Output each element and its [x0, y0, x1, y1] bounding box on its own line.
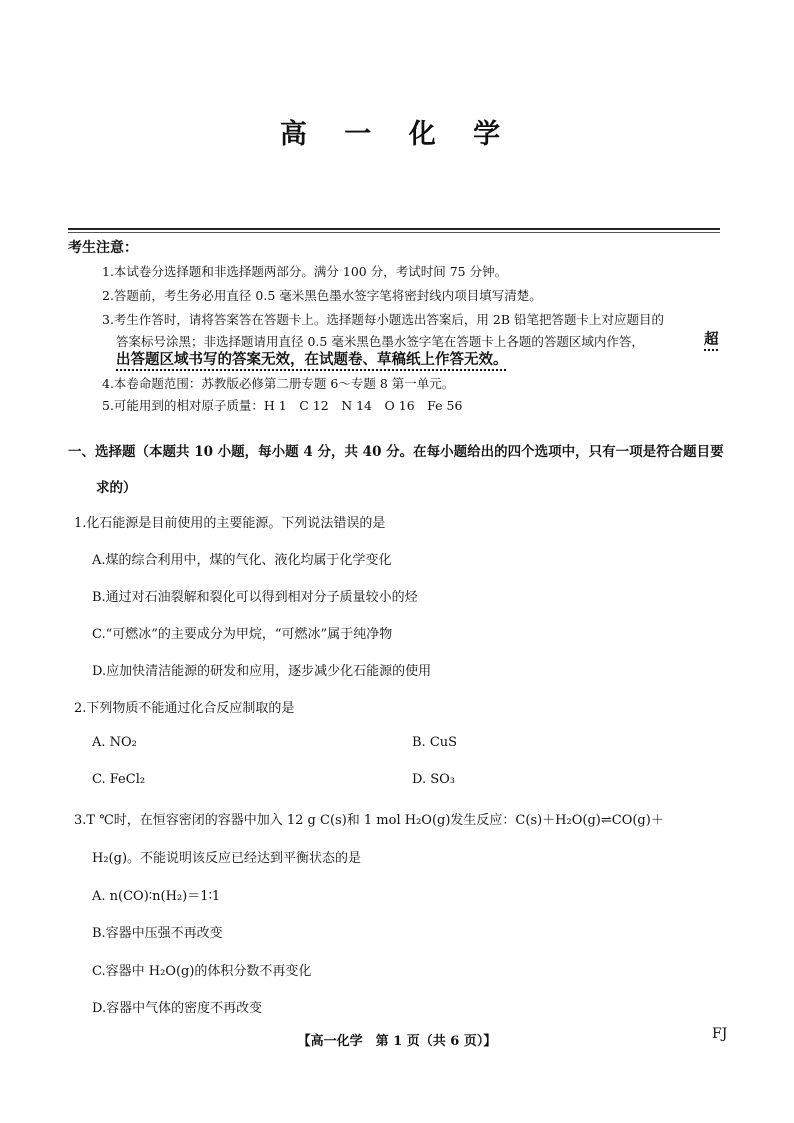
notice-emphasis: 超: [704, 331, 719, 348]
notice-item: 1.本试卷分选择题和非选择题两部分。满分 100 分，考试时间 75 分钟。: [102, 264, 508, 279]
notice-item: 3.考生作答时，请将答案答在答题卡上。选择题每小题选出答案后，用 2B 铅笔把答题卡上对应题目的: [102, 312, 665, 327]
question-1-option-b: B.通过对石油裂解和裂化可以得到相对分子质量较小的烃: [92, 590, 418, 605]
notice-item: 5.可能用到的相对原子质量：H 1 C 12 N 14 O 16 Fe 56: [102, 398, 463, 413]
page-title: 高 一 化 学: [279, 119, 515, 150]
question-3-option-d: D.容器中气体的密度不再改变: [92, 1001, 263, 1016]
header-rule: [68, 228, 720, 230]
section-heading: 一、选择题（本题共 10 小题，每小题 4 分，共 40 分。在每小题给出的四个选项中，只有一项是符合题目要: [68, 444, 724, 460]
question-2-option-a: A. NO₂: [92, 735, 137, 750]
question-2-stem: 2.下列物质不能通过化合反应制取的是: [74, 701, 295, 716]
paper-code: FJ: [712, 1026, 728, 1042]
question-2-option-b: B. CuS: [412, 735, 458, 750]
question-1-stem: 1.化石能源是目前使用的主要能源。下列说法错误的是: [74, 516, 386, 531]
question-1-option-d: D.应加快清洁能源的研发和应用，逐步减少化石能源的使用: [92, 664, 432, 679]
notice-emphasis: 出答题区域书写的答案无效，在试题卷、草稿纸上作答无效。: [116, 351, 508, 368]
notice-item: 答案标号涂黑；非选择题请用直径 0.5 毫米黑色墨水签字笔在答题卡上各题的答题区域内作答，: [116, 334, 644, 349]
section-heading-cont: 求的）: [96, 480, 137, 496]
question-2-option-d: D. SO₃: [412, 772, 455, 787]
question-1-option-c: C.“可燃冰”的主要成分为甲烷，“可燃冰”属于纯净物: [92, 627, 393, 642]
question-3-option-a: A. n(CO)∶n(H₂)＝1∶1: [92, 889, 221, 904]
question-1-option-a: A.煤的综合利用中，煤的气化、液化均属于化学变化: [92, 553, 392, 568]
question-3-stem-cont: H₂(g)。不能说明该反应已经达到平衡状态的是: [92, 851, 362, 866]
notice-item: 2.答题前，考生务必用直径 0.5 毫米黑色墨水签字笔将密封线内项目填写清楚。: [102, 288, 542, 303]
question-3-stem: 3.T ℃时，在恒容密闭的容器中加入 12 g C(s)和 1 mol H₂O(g)发生反应：C(s)＋H₂O(g)⇌CO(g)＋: [74, 813, 664, 828]
page-footer: 【高一化学 第 1 页（共 6 页）】: [297, 1034, 497, 1049]
header-rule-thin: [68, 232, 720, 233]
question-3-option-b: B.容器中压强不再改变: [92, 926, 223, 941]
question-3-option-c: C.容器中 H₂O(g)的体积分数不再变化: [92, 964, 312, 979]
notice-item: 4.本卷命题范围：苏教版必修第二册专题 6～专题 8 第一单元。: [102, 376, 455, 391]
question-2-option-c: C. FeCl₂: [92, 772, 146, 787]
notice-heading: 考生注意：: [68, 240, 138, 256]
